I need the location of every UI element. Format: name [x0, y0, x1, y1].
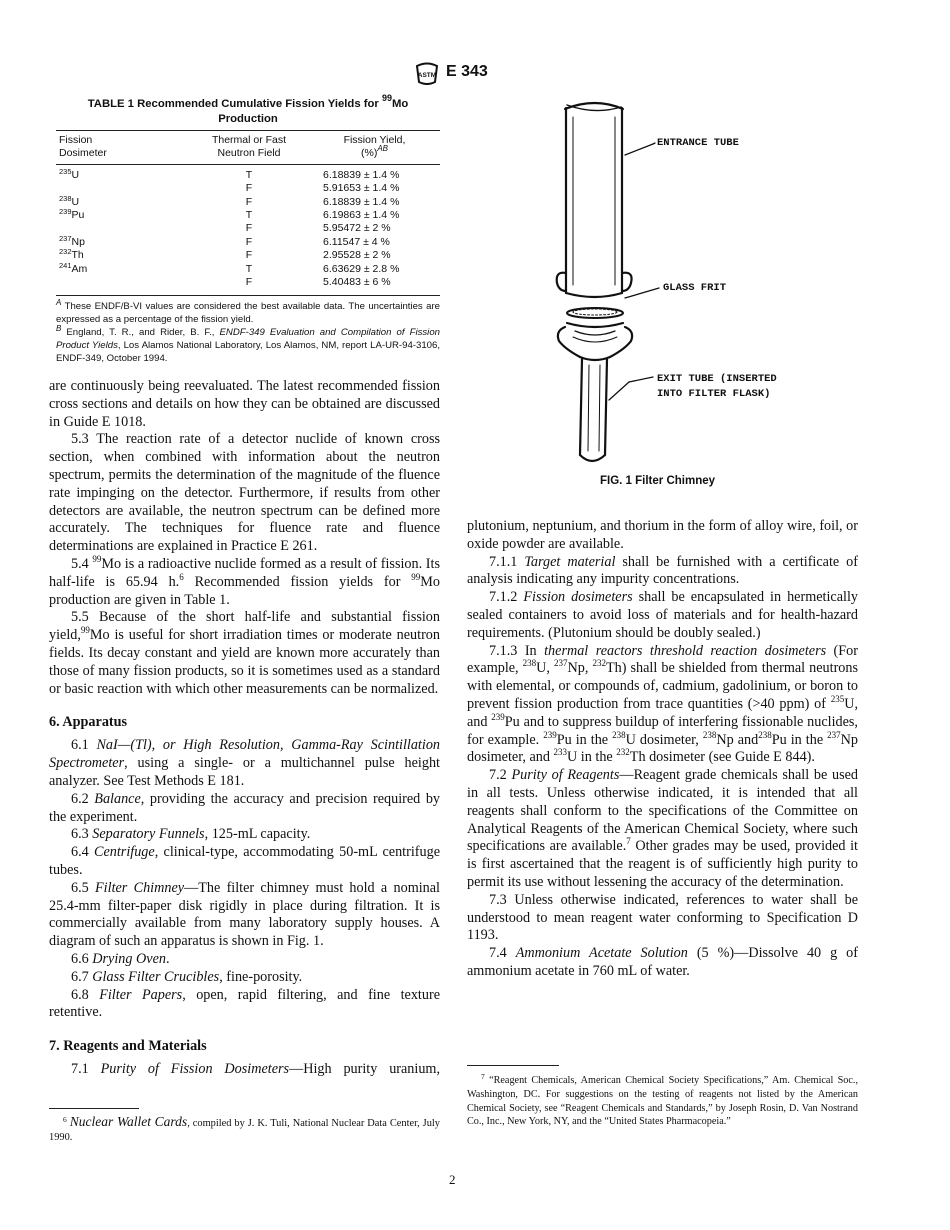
- paragraph-6-3: 6.3 Separatory Funnels, 125-mL capacity.: [71, 826, 311, 843]
- label-exit-tube-2: INTO FILTER FLASK): [657, 388, 771, 400]
- left-hook: [557, 273, 566, 291]
- page-header: [414, 62, 534, 86]
- table-row: [56, 196, 440, 209]
- field-cell: F: [245, 222, 253, 235]
- field-cell: F: [245, 195, 253, 208]
- dosimeter-cell: [56, 222, 189, 235]
- table-row: [56, 209, 440, 222]
- field-cell: F: [245, 276, 253, 289]
- label-glass-frit: GLASS FRIT: [663, 282, 727, 294]
- table-row: [56, 182, 440, 195]
- table-row: [56, 169, 440, 182]
- table-1: [56, 93, 440, 365]
- dosimeter-cell: $^{237}$Np: [59, 233, 85, 248]
- label-exit-tube-1: EXIT TUBE (INSERTED: [657, 373, 777, 385]
- yield-cell: 5.40483 ± 6 %: [323, 276, 391, 289]
- paragraph-5-2-cont: are continuously being reevaluated. The latest recommended fission cross sections and details on how they can be obtained are discussed in Guide E 1018.: [49, 378, 440, 430]
- dosimeter-cell: [56, 182, 189, 195]
- page-number: 2: [449, 1172, 456, 1187]
- yield-cell: 6.63629 ± 2.8 %: [323, 262, 400, 275]
- field-cell: F: [245, 249, 253, 262]
- paragraph-5-3: 5.3 The reaction rate of a detector nuclide of known cross section, when combined with information about the neutron spectrum, permits the determination of the magnitude of the fluence rate impinging on the detector. Furthermore, if results from other detectors are available, the neutron spectrum can be defined more accurately. The techniques for fluence rate and fluence determinations are explained in Practice E 261.: [49, 431, 440, 555]
- dosimeter-cell: $^{241}$Am: [59, 260, 88, 275]
- paragraph-7-2: 7.2 Purity of Reagents—Reagent grade chemicals shall be used in all tests. Unless otherwise indicated, it is intended that all reagents shall conform to the specifications of the Committee on Analytical Reagents of the American Chemical Society, where such specifications are available.$^7$ Other grades may be used, provided it is first ascertained that the reagent is of sufficiently high purity to permit its use without lessening the accuracy of the determination.: [467, 767, 859, 890]
- dosimeter-cell: $^{232}$Th: [59, 247, 84, 262]
- field-cell: T: [245, 262, 253, 275]
- yield-cell: 6.11547 ± 4 %: [323, 235, 390, 248]
- section-heading-7: 7. Reagents and Materials: [49, 1038, 207, 1055]
- dosimeter-cell: [56, 276, 189, 289]
- paragraph-7-1-1: 7.1.1 Target material shall be furnished with a certificate of analysis indicating any impurity concentrations.: [467, 553, 858, 588]
- field-cell: T: [245, 209, 253, 222]
- table-header-row: [56, 134, 440, 161]
- yield-cell: 5.95472 ± 2 %: [323, 222, 391, 235]
- table-note-b: $^B$ England, T. R., and Rider, B. F., ENDF-349 Evaluation and Compilation of Fission Product Yields, Los Alamos National Laboratory, Los Alamos, NM, report LA-UR-94-3106, ENDF-349, October 1994.: [56, 324, 440, 364]
- paragraph-5-4: 5.4 $^{99}$Mo is a radioactive nuclide formed as a result of fission. Its half-life is 65.94 h.$^6$ Recommended fission yields for $^{99}$Mo production are given in Table 1.: [49, 553, 441, 608]
- table-row: [56, 276, 440, 289]
- paragraph-7-1: 7.1 Purity of Fission Dosimeters—High purity uranium,: [71, 1061, 441, 1078]
- paragraph-7-4: 7.4 Ammonium Acetate Solution (5 %)—Dissolve 40 g of ammonium acetate in 760 mL of water.: [467, 945, 858, 979]
- label-entrance-tube: ENTRANCE TUBE: [657, 137, 739, 149]
- table-row: [56, 222, 440, 235]
- figure-1: [545, 95, 865, 495]
- right-column: [467, 518, 858, 981]
- paragraph-6-1: 6.1 NaI—(Tl), or High Resolution, Gamma-Ray Scintillation Spectrometer, using a single- or a multichannel pulse height analyzer. See Test Methods E 181.: [49, 737, 441, 789]
- yield-cell: 6.18839 ± 1.4 %: [323, 168, 400, 181]
- fission-yield-table: [56, 134, 440, 161]
- field-cell: F: [245, 182, 253, 195]
- funnel-top: [567, 323, 623, 327]
- paragraph-5-5: 5.5 Because of the short half-life and substantial fission yield,$^{99}$Mo is useful for short irradiation times or moderate neutron fields. Its decay constant and yield are known more accurately than those of many fission products, so it is sometimes used as a standard or basic reaction with which other measurements can be normalized.: [49, 609, 440, 697]
- paragraph-7-1-2: 7.1.2 Fission dosimeters shall be encapsulated in hermetically sealed containers to avoid loss of materials and for health-hazard requirements. (Plutonium should be doubly sealed.): [467, 589, 858, 641]
- right-hook: [622, 273, 632, 291]
- table-row: [56, 236, 440, 249]
- filter-chimney-diagram: [545, 95, 865, 470]
- astm-logo-text: ASTM: [417, 72, 437, 79]
- exit-tube: [580, 359, 582, 455]
- paragraph-6-2: 6.2 Balance, providing the accuracy and precision required by the experiment.: [49, 790, 441, 825]
- dosimeter-cell: $^{238}$U: [59, 193, 80, 208]
- figure-caption: FIG. 1 Filter Chimney: [600, 475, 716, 487]
- paragraph-6-5: 6.5 Filter Chimney—The filter chimney must hold a nominal 25.4-mm filter-paper disk rigidly in place during filtration. It is commercially available from many laboratory supply houses. A diagram of such an apparatus is shown in Fig. 1.: [49, 879, 441, 950]
- field-cell: T: [245, 168, 253, 181]
- yield-cell: 6.18839 ± 1.4 %: [323, 195, 400, 208]
- table-row: [56, 263, 440, 276]
- paragraph-7-3: 7.3 Unless otherwise indicated, references to water shall be understood to mean reagent water conforming to Specification D 1193.: [467, 891, 858, 944]
- paragraph-6-4: 6.4 Centrifuge, clinical-type, accommodating 50-mL centrifuge tubes.: [49, 844, 441, 878]
- yield-cell: 5.91653 ± 1.4 %: [323, 182, 400, 195]
- left-column: [49, 378, 440, 1079]
- paragraph-7-1-3: 7.1.3 In thermal reactors threshold reaction dosimeters (For example, $^{238}$U, $^{237}$Np, $^{232}$Th) shall be shielded from thermal neutrons with elemental, or compounds of, cadmium, gadolinium, or boron to prevent fission production from trace quantities (>40 ppm) of $^{235}$U, and $^{239}$Pu and to suppress buildup of interfering fissionable nuclides, for example. $^{239}$Pu in the $^{238}$U dosimeter, $^{238}$Np and$^{238}$Pu in the $^{237}$Np dosimeter, and $^{233}$U in the $^{232}$Th dosimeter (see Guide E 844).: [467, 642, 859, 766]
- designation: E 343: [446, 63, 488, 80]
- footnote-6: $^6$ Nuclear Wallet Cards, compiled by J. K. Tuli, National Nuclear Data Center, July 1990.: [49, 1108, 440, 1144]
- leader-frit: [625, 288, 659, 298]
- paragraph-7-1-cont: plutonium, neptunium, and thorium in the form of alloy wire, foil, or oxide powder are available.: [467, 518, 858, 552]
- table-note-a: $^A$ These ENDF/B-VI values are considered the best available data. The uncertainties are expressed as a percentage of the fission yield.: [56, 298, 440, 326]
- yield-cell: 2.95528 ± 2 %: [323, 249, 391, 262]
- leader-entrance: [625, 144, 653, 155]
- col-header-field: Thermal or Fast Neutron Field: [211, 134, 287, 160]
- dosimeter-cell: $^{235}$U: [59, 166, 80, 181]
- paragraph-6-8: 6.8 Filter Papers, open, rapid filtering, and fine texture retentive.: [49, 986, 440, 1021]
- dosimeter-cell: $^{239}$Pu: [59, 207, 85, 222]
- col-header-yield: Fission Yield, (%)$^{AB}$: [343, 134, 406, 160]
- table-title: TABLE 1 Recommended Cumulative Fission Yields for $^{99}$Mo Production: [87, 93, 409, 125]
- section-heading-6: 6. Apparatus: [49, 714, 128, 731]
- leader-exit: [609, 382, 629, 400]
- paragraph-6-7: 6.7 Glass Filter Crucibles, fine-porosity.: [71, 968, 303, 985]
- footnote-7: $^7$ “Reagent Chemicals, American Chemical Society Specifications,” Am. Chemical Soc., Washington, DC. For suggestions on the testing of reagents not listed by the American Chemical Society, see “Reagent Chemicals and Standards,” by Joseph Rosin, D. Van Nostrand Co., Inc., New York, NY, and the “United States Pharmacopeia.”: [467, 1065, 858, 1129]
- astm-logo-icon: [414, 62, 440, 86]
- yield-cell: 6.19863 ± 1.4 %: [323, 209, 400, 222]
- field-cell: F: [245, 235, 253, 248]
- col-header-dosimeter: Fission Dosimeter: [59, 134, 107, 160]
- table-row: [56, 249, 440, 262]
- paragraph-6-6: 6.6 Drying Oven.: [71, 950, 170, 967]
